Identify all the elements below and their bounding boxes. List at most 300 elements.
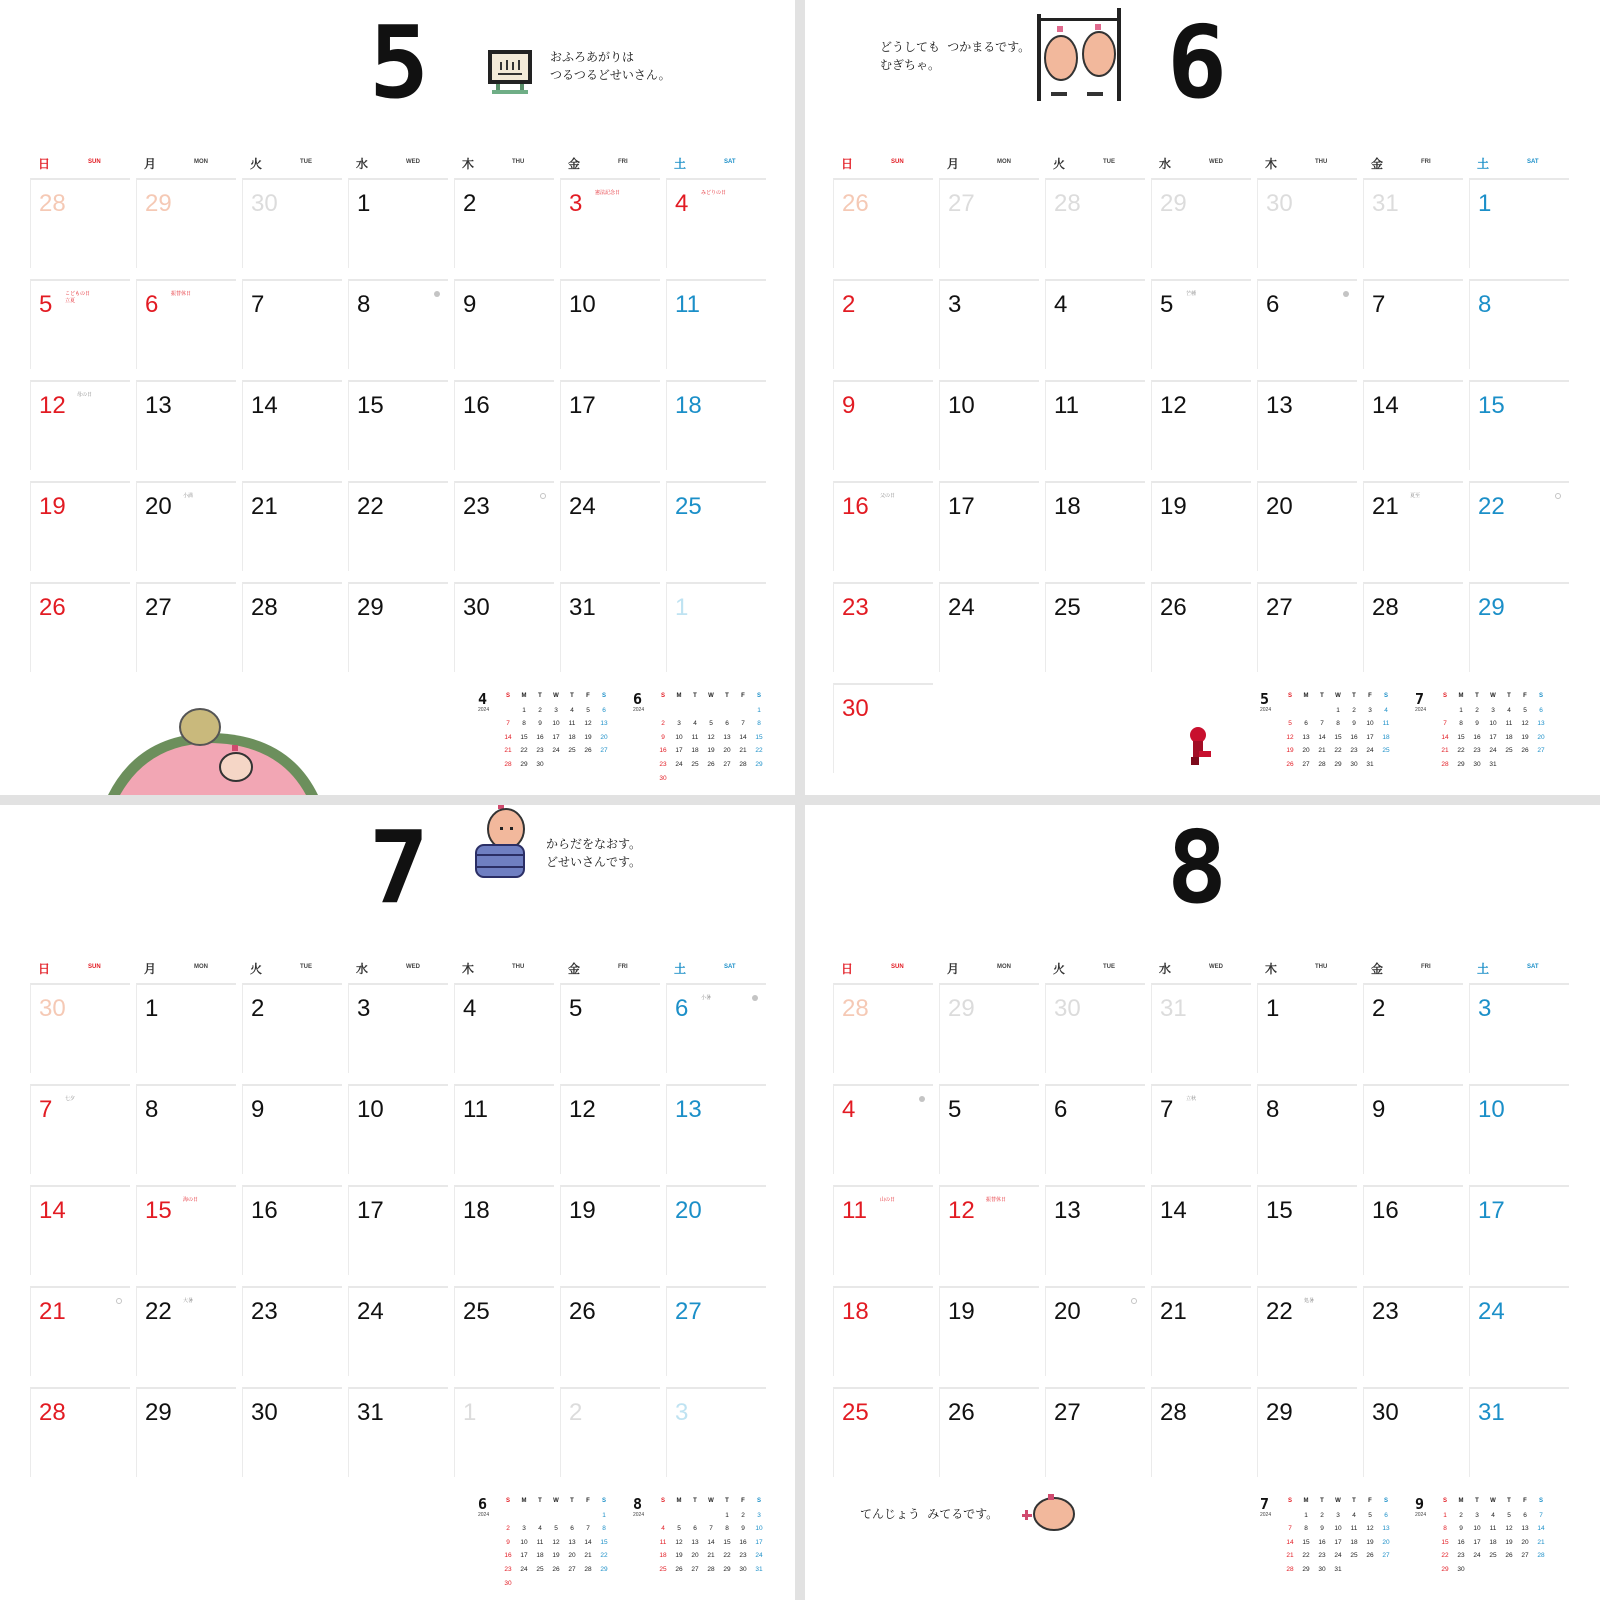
day-cell[interactable] bbox=[348, 1084, 448, 1174]
mini-day: 3 bbox=[1368, 706, 1372, 714]
day-cell[interactable] bbox=[1151, 1286, 1251, 1376]
weekday-jp: 土 bbox=[1477, 962, 1490, 976]
mini-day: 5 bbox=[709, 720, 713, 728]
mini-day bbox=[1378, 758, 1394, 772]
day-cell[interactable] bbox=[1151, 1185, 1251, 1275]
mini-header-cell: S bbox=[1383, 1498, 1388, 1504]
mini-day bbox=[1533, 758, 1549, 772]
mini-day: 31 bbox=[1366, 760, 1374, 768]
day-number: 1 bbox=[357, 190, 371, 217]
day-cell[interactable] bbox=[242, 1387, 342, 1477]
mini-header-cell: F bbox=[741, 1498, 745, 1504]
mini-day bbox=[516, 1577, 532, 1591]
mini-day: 27 bbox=[691, 1565, 699, 1573]
day-cell[interactable] bbox=[30, 481, 130, 571]
day-cell[interactable] bbox=[1045, 279, 1145, 369]
day-cell[interactable] bbox=[242, 380, 342, 470]
day-cell[interactable] bbox=[136, 1185, 236, 1275]
day-cell[interactable] bbox=[1045, 1084, 1145, 1174]
day-cell[interactable] bbox=[1257, 178, 1357, 268]
mini-day: 13 bbox=[723, 733, 731, 741]
mini-day: 6 bbox=[570, 1525, 574, 1533]
day-number: 13 bbox=[1054, 1197, 1081, 1224]
day-cell[interactable] bbox=[136, 582, 236, 672]
day-number: 19 bbox=[39, 493, 66, 520]
mini-day: 21 bbox=[739, 747, 747, 755]
day-number: 11 bbox=[675, 291, 700, 318]
day-cell[interactable] bbox=[1469, 279, 1569, 369]
day-cell[interactable] bbox=[833, 481, 933, 571]
day-note: 夏至 bbox=[1410, 493, 1421, 499]
mini-day: 22 bbox=[520, 747, 528, 755]
day-cell[interactable] bbox=[1469, 1286, 1569, 1376]
mini-day: 31 bbox=[755, 1565, 763, 1573]
day-cell[interactable] bbox=[939, 1185, 1039, 1275]
day-cell[interactable] bbox=[560, 178, 660, 268]
mini-day: 20 bbox=[1537, 733, 1545, 741]
weekday-en: THU bbox=[512, 159, 525, 165]
mini-header-cell: F bbox=[586, 1498, 590, 1504]
day-cell[interactable] bbox=[454, 1387, 554, 1477]
weekday-jp: 木 bbox=[1265, 157, 1278, 171]
day-cell[interactable] bbox=[1363, 1185, 1463, 1275]
mini-week-row bbox=[655, 1563, 767, 1577]
mini-week-row bbox=[1437, 1563, 1549, 1577]
day-cell[interactable] bbox=[666, 481, 766, 571]
weekday-header-wed bbox=[356, 155, 420, 171]
weekday-header-sun bbox=[841, 155, 904, 171]
day-cell[interactable] bbox=[348, 1387, 448, 1477]
day-cell[interactable] bbox=[1045, 481, 1145, 571]
day-cell[interactable] bbox=[1363, 1387, 1463, 1477]
day-number: 31 bbox=[1478, 1399, 1505, 1426]
weekday-header-tue bbox=[250, 155, 312, 171]
day-cell[interactable] bbox=[1363, 1286, 1463, 1376]
day-number: 22 bbox=[145, 1298, 172, 1325]
month-caption: おふろあがりは つるつるどせいさん。 bbox=[550, 50, 671, 82]
day-cell[interactable] bbox=[136, 983, 236, 1073]
hanging-mr-saturn-illustration bbox=[1033, 6, 1133, 106]
calendar-page-may bbox=[0, 0, 795, 795]
day-cell[interactable] bbox=[666, 380, 766, 470]
day-cell[interactable] bbox=[1045, 1185, 1145, 1275]
day-cell[interactable] bbox=[1045, 178, 1145, 268]
day-cell[interactable] bbox=[1045, 380, 1145, 470]
mini-day: 31 bbox=[1334, 1565, 1342, 1573]
day-cell[interactable] bbox=[939, 1084, 1039, 1174]
day-cell[interactable] bbox=[833, 380, 933, 470]
day-cell[interactable] bbox=[1045, 1387, 1145, 1477]
day-cell[interactable] bbox=[454, 380, 554, 470]
day-cell[interactable] bbox=[1257, 481, 1357, 571]
day-cell[interactable] bbox=[1363, 178, 1463, 268]
day-cell[interactable] bbox=[136, 1286, 236, 1376]
mini-day: 23 bbox=[504, 1565, 512, 1573]
day-cell[interactable] bbox=[666, 582, 766, 672]
day-number: 9 bbox=[1372, 1096, 1386, 1123]
day-cell[interactable] bbox=[666, 279, 766, 369]
day-number: 20 bbox=[675, 1197, 702, 1224]
day-number: 24 bbox=[357, 1298, 384, 1325]
mini-header-cell: F bbox=[1368, 693, 1372, 699]
day-cell[interactable] bbox=[348, 1286, 448, 1376]
mini-day: 12 bbox=[1366, 1525, 1374, 1533]
mini-header-cell: S bbox=[601, 693, 606, 699]
mini-header-cell: W bbox=[553, 693, 559, 699]
day-cell[interactable] bbox=[560, 1286, 660, 1376]
day-cell[interactable] bbox=[666, 178, 766, 268]
day-note: 立秋 bbox=[1186, 1096, 1197, 1102]
day-cell[interactable] bbox=[1363, 380, 1463, 470]
mini-grid bbox=[1282, 1495, 1394, 1577]
mini-header-cell: T bbox=[725, 693, 729, 699]
day-number: 19 bbox=[1160, 493, 1187, 520]
mini-day: 28 bbox=[584, 1565, 592, 1573]
mini-day: 3 bbox=[757, 1511, 761, 1519]
day-cell[interactable] bbox=[560, 279, 660, 369]
day-cell[interactable] bbox=[1257, 1286, 1357, 1376]
mini-day: 18 bbox=[1350, 1538, 1358, 1546]
day-cell[interactable] bbox=[560, 1387, 660, 1477]
day-cell[interactable] bbox=[1151, 1084, 1251, 1174]
mini-header-cell: F bbox=[1523, 1498, 1527, 1504]
weekday-jp: 日 bbox=[841, 157, 854, 171]
mini-day: 24 bbox=[675, 760, 683, 768]
mini-day: 27 bbox=[1521, 1552, 1529, 1560]
mini-day: 30 bbox=[739, 1565, 747, 1573]
mini-day bbox=[687, 1509, 703, 1523]
mini-day: 17 bbox=[675, 747, 683, 755]
day-cell[interactable] bbox=[242, 279, 342, 369]
day-cell[interactable] bbox=[560, 582, 660, 672]
day-cell[interactable] bbox=[136, 380, 236, 470]
weekday-header-mon bbox=[144, 155, 208, 171]
day-number: 24 bbox=[948, 594, 975, 621]
day-cell[interactable] bbox=[242, 481, 342, 571]
mini-day bbox=[548, 1577, 564, 1591]
mini-week-row bbox=[1437, 1509, 1549, 1523]
mini-day: 2 bbox=[506, 1525, 510, 1533]
day-cell[interactable] bbox=[1257, 983, 1357, 1073]
mini-header-cell: T bbox=[570, 1498, 574, 1504]
day-cell[interactable] bbox=[30, 380, 130, 470]
mini-day bbox=[516, 1509, 532, 1523]
mini-day: 28 bbox=[1318, 760, 1326, 768]
day-cell[interactable] bbox=[833, 1185, 933, 1275]
day-cell[interactable] bbox=[1257, 1084, 1357, 1174]
mini-day: 18 bbox=[691, 747, 699, 755]
mini-header-cell: W bbox=[1490, 1498, 1496, 1504]
day-number: 23 bbox=[251, 1298, 278, 1325]
mini-header-cell: M bbox=[676, 1498, 682, 1504]
day-number: 21 bbox=[1160, 1298, 1187, 1325]
day-cell[interactable] bbox=[833, 178, 933, 268]
day-number: 25 bbox=[842, 1399, 869, 1426]
day-cell[interactable] bbox=[939, 1387, 1039, 1477]
day-cell[interactable] bbox=[1257, 279, 1357, 369]
mini-week-row bbox=[500, 731, 612, 745]
mini-header-cell: S bbox=[660, 1498, 665, 1504]
mini-day: 28 bbox=[739, 760, 747, 768]
day-cell[interactable] bbox=[939, 983, 1039, 1073]
mini-header-cell: T bbox=[1507, 693, 1511, 699]
mini-day: 29 bbox=[1302, 1565, 1310, 1573]
mini-grid bbox=[1437, 690, 1549, 772]
day-cell[interactable] bbox=[348, 1185, 448, 1275]
day-cell[interactable] bbox=[1151, 380, 1251, 470]
day-number: 15 bbox=[1266, 1197, 1293, 1224]
day-cell[interactable] bbox=[136, 1084, 236, 1174]
day-cell[interactable] bbox=[30, 1185, 130, 1275]
day-cell[interactable] bbox=[454, 983, 554, 1073]
day-cell[interactable] bbox=[1257, 1387, 1357, 1477]
day-cell[interactable] bbox=[348, 178, 448, 268]
day-cell[interactable] bbox=[833, 1084, 933, 1174]
day-cell[interactable] bbox=[833, 683, 933, 773]
day-cell[interactable] bbox=[1151, 582, 1251, 672]
day-cell[interactable] bbox=[1469, 1185, 1569, 1275]
day-cell[interactable] bbox=[454, 582, 554, 672]
day-cell[interactable] bbox=[1151, 481, 1251, 571]
mini-day: 18 bbox=[1382, 733, 1390, 741]
day-number: 8 bbox=[1266, 1096, 1280, 1123]
day-cell[interactable] bbox=[1363, 279, 1463, 369]
day-cell[interactable] bbox=[833, 1286, 933, 1376]
day-number: 28 bbox=[251, 594, 278, 621]
day-cell[interactable] bbox=[1469, 1387, 1569, 1477]
mini-day: 9 bbox=[538, 720, 542, 728]
weekday-en: THU bbox=[1315, 159, 1328, 165]
day-cell[interactable] bbox=[454, 279, 554, 369]
day-cell[interactable] bbox=[939, 1286, 1039, 1376]
new-moon-icon bbox=[1555, 493, 1561, 499]
day-cell[interactable] bbox=[454, 1286, 554, 1376]
day-cell[interactable] bbox=[30, 983, 130, 1073]
mini-header-cell: S bbox=[505, 1498, 510, 1504]
mini-day: 30 bbox=[1457, 1565, 1465, 1573]
mini-day: 1 bbox=[1336, 706, 1340, 714]
mini-header-cell: T bbox=[1320, 1498, 1324, 1504]
day-cell[interactable] bbox=[454, 178, 554, 268]
day-cell[interactable] bbox=[1469, 481, 1569, 571]
mini-week-row bbox=[1282, 1522, 1394, 1536]
day-cell[interactable] bbox=[560, 380, 660, 470]
day-cell[interactable] bbox=[30, 279, 130, 369]
day-cell[interactable] bbox=[1045, 582, 1145, 672]
mini-day: 13 bbox=[691, 1538, 699, 1546]
day-cell[interactable] bbox=[30, 1084, 130, 1174]
mini-day: 7 bbox=[709, 1525, 713, 1533]
day-cell[interactable] bbox=[242, 1084, 342, 1174]
day-cell[interactable] bbox=[833, 279, 933, 369]
mini-day: 13 bbox=[1302, 733, 1310, 741]
day-number: 29 bbox=[948, 995, 975, 1022]
day-cell[interactable] bbox=[1363, 983, 1463, 1073]
day-cell[interactable] bbox=[560, 1084, 660, 1174]
mini-calendar bbox=[478, 690, 618, 780]
mini-day: 14 bbox=[584, 1538, 592, 1546]
day-cell[interactable] bbox=[939, 582, 1039, 672]
day-cell[interactable] bbox=[1257, 1185, 1357, 1275]
mini-day: 19 bbox=[1286, 747, 1294, 755]
mini-day bbox=[1469, 1563, 1485, 1577]
mini-header-cell: S bbox=[660, 693, 665, 699]
mr-saturn-barrel-illustration bbox=[470, 805, 534, 886]
mini-week-row bbox=[1437, 704, 1549, 718]
day-cell[interactable] bbox=[30, 178, 130, 268]
day-number: 24 bbox=[1478, 1298, 1505, 1325]
day-number: 5 bbox=[39, 291, 53, 318]
mini-day: 16 bbox=[1318, 1538, 1326, 1546]
mini-day: 4 bbox=[1507, 706, 1511, 714]
mini-week-row bbox=[500, 1549, 612, 1563]
mini-day: 10 bbox=[1334, 1525, 1342, 1533]
mini-day: 8 bbox=[725, 1525, 729, 1533]
day-number: 27 bbox=[145, 594, 172, 621]
day-cell[interactable] bbox=[242, 1185, 342, 1275]
mini-day: 21 bbox=[1441, 747, 1449, 755]
day-cell[interactable] bbox=[1469, 1084, 1569, 1174]
mini-day: 6 bbox=[1523, 1511, 1527, 1519]
day-cell[interactable] bbox=[1045, 983, 1145, 1073]
day-number: 26 bbox=[948, 1399, 975, 1426]
mini-week-row bbox=[655, 758, 767, 772]
day-cell[interactable] bbox=[939, 481, 1039, 571]
weekday-header-sat bbox=[674, 960, 736, 976]
mini-header-cell: T bbox=[1475, 693, 1479, 699]
mini-day: 15 bbox=[1457, 733, 1465, 741]
day-cell[interactable] bbox=[348, 481, 448, 571]
day-cell[interactable] bbox=[1363, 481, 1463, 571]
day-number: 31 bbox=[569, 594, 596, 621]
day-cell[interactable] bbox=[833, 983, 933, 1073]
day-cell[interactable] bbox=[1469, 582, 1569, 672]
mini-day: 8 bbox=[1336, 720, 1340, 728]
mini-day: 25 bbox=[1489, 1552, 1497, 1560]
day-cell[interactable] bbox=[833, 1387, 933, 1477]
day-cell[interactable] bbox=[939, 178, 1039, 268]
weekday-jp: 日 bbox=[38, 157, 51, 171]
day-cell[interactable] bbox=[1151, 178, 1251, 268]
day-cell[interactable] bbox=[560, 1185, 660, 1275]
day-number: 11 bbox=[1054, 392, 1079, 419]
weekday-header-tue bbox=[1053, 155, 1115, 171]
day-cell[interactable] bbox=[560, 481, 660, 571]
day-cell[interactable] bbox=[136, 279, 236, 369]
mini-day: 13 bbox=[1521, 1525, 1529, 1533]
day-cell[interactable] bbox=[666, 1286, 766, 1376]
day-cell[interactable] bbox=[348, 582, 448, 672]
day-number: 25 bbox=[463, 1298, 490, 1325]
new-moon-icon bbox=[540, 493, 546, 499]
day-cell[interactable] bbox=[348, 983, 448, 1073]
day-cell[interactable] bbox=[242, 178, 342, 268]
mini-year: 2024 bbox=[1415, 1512, 1427, 1518]
day-cell[interactable] bbox=[1363, 1084, 1463, 1174]
day-cell[interactable] bbox=[939, 380, 1039, 470]
mini-day: 5 bbox=[586, 706, 590, 714]
mini-header-cell: S bbox=[1538, 693, 1543, 699]
day-cell[interactable] bbox=[348, 380, 448, 470]
day-cell[interactable] bbox=[454, 1084, 554, 1174]
day-note: 七夕 bbox=[65, 1096, 76, 1102]
mini-day: 10 bbox=[520, 1538, 528, 1546]
day-cell[interactable] bbox=[666, 1185, 766, 1275]
mini-day bbox=[532, 1509, 548, 1523]
mini-day: 25 bbox=[536, 1565, 544, 1573]
day-cell[interactable] bbox=[1151, 279, 1251, 369]
day-cell[interactable] bbox=[1469, 380, 1569, 470]
day-number: 16 bbox=[842, 493, 869, 520]
mini-day: 26 bbox=[552, 1565, 560, 1573]
day-cell[interactable] bbox=[666, 1084, 766, 1174]
day-cell[interactable] bbox=[666, 1387, 766, 1477]
day-cell[interactable] bbox=[30, 582, 130, 672]
mini-week-row bbox=[655, 717, 767, 731]
day-cell[interactable] bbox=[1151, 983, 1251, 1073]
day-cell[interactable] bbox=[454, 481, 554, 571]
weekday-en: WED bbox=[406, 964, 420, 970]
day-note: 憲法記念日 bbox=[595, 190, 621, 196]
mini-day: 10 bbox=[1473, 1525, 1481, 1533]
mini-day: 7 bbox=[1320, 720, 1324, 728]
day-cell[interactable] bbox=[242, 582, 342, 672]
day-number: 3 bbox=[948, 291, 962, 318]
day-number: 2 bbox=[569, 1399, 583, 1426]
day-cell[interactable] bbox=[454, 1185, 554, 1275]
mini-day bbox=[671, 1509, 687, 1523]
day-cell[interactable] bbox=[136, 1387, 236, 1477]
mini-day bbox=[1533, 1563, 1549, 1577]
day-number: 1 bbox=[145, 995, 159, 1022]
day-cell[interactable] bbox=[1257, 582, 1357, 672]
day-number: 12 bbox=[569, 1096, 596, 1123]
day-number: 26 bbox=[842, 190, 869, 217]
day-cell[interactable] bbox=[136, 178, 236, 268]
day-cell[interactable] bbox=[1257, 380, 1357, 470]
mini-header-cell: S bbox=[1442, 693, 1447, 699]
day-cell[interactable] bbox=[242, 1286, 342, 1376]
day-cell[interactable] bbox=[1363, 582, 1463, 672]
day-number: 26 bbox=[39, 594, 66, 621]
day-cell[interactable] bbox=[939, 279, 1039, 369]
day-cell[interactable] bbox=[1151, 1387, 1251, 1477]
day-number: 27 bbox=[675, 1298, 702, 1325]
day-cell[interactable] bbox=[30, 1286, 130, 1376]
mini-week-row bbox=[655, 731, 767, 745]
mini-day: 19 bbox=[584, 733, 592, 741]
day-cell[interactable] bbox=[666, 983, 766, 1073]
mini-day: 13 bbox=[600, 720, 608, 728]
mini-day: 15 bbox=[1334, 733, 1342, 741]
day-cell[interactable] bbox=[30, 1387, 130, 1477]
mini-week-row bbox=[1282, 731, 1394, 745]
day-cell[interactable] bbox=[242, 983, 342, 1073]
mini-day: 19 bbox=[552, 1552, 560, 1560]
mini-day: 3 bbox=[522, 1525, 526, 1533]
day-cell[interactable] bbox=[348, 279, 448, 369]
day-cell[interactable] bbox=[560, 983, 660, 1073]
day-cell[interactable] bbox=[833, 582, 933, 672]
mini-day: 25 bbox=[1505, 747, 1513, 755]
day-cell[interactable] bbox=[1045, 1286, 1145, 1376]
day-cell[interactable] bbox=[136, 481, 236, 571]
weekday-jp: 水 bbox=[1159, 157, 1172, 171]
day-cell[interactable] bbox=[1469, 983, 1569, 1073]
mini-header-row bbox=[1437, 1495, 1549, 1509]
day-cell[interactable] bbox=[1469, 178, 1569, 268]
weekday-jp: 火 bbox=[250, 157, 263, 171]
